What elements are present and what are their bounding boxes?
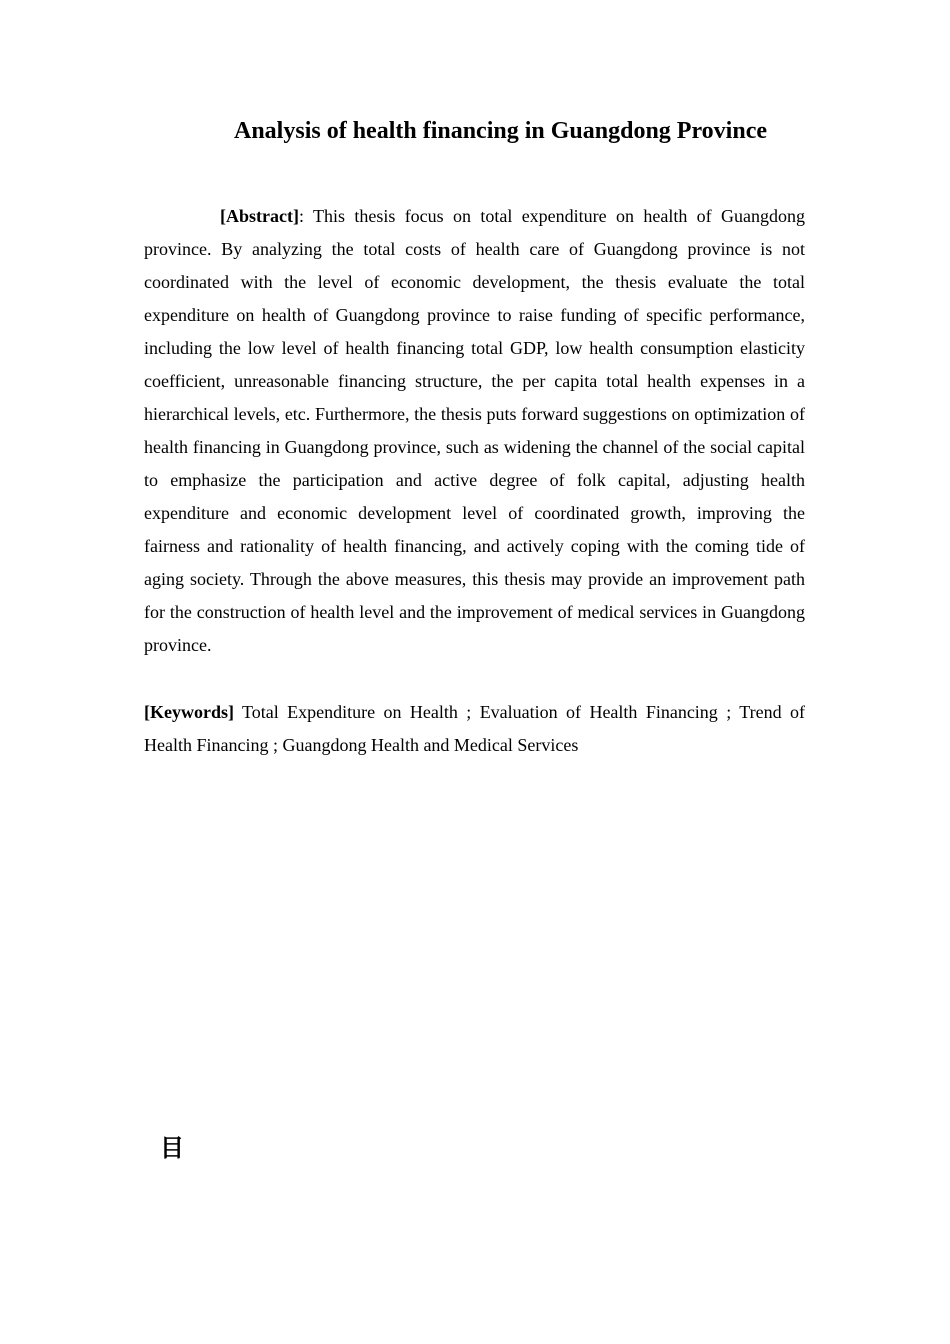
abstract-paragraph (144, 200, 805, 662)
keywords-label: [Keywords] (144, 702, 234, 722)
toc-heading: 目 (160, 1134, 184, 1162)
keywords-text: Total Expenditure on Health ; Evaluation of Health Financing ; Trend of Health Financing ; Guangdong Health and Medical Services (144, 702, 805, 755)
keywords-paragraph (144, 696, 805, 762)
abstract-text: : This thesis focus on total expenditure on health of Guangdong province. By analyzing the total costs of health care of Guangdong province is not coordinated with the level of economic development, the thesis evaluate the total expenditure on health of Guangdong province to raise funding of specific performance, including the low level of health financing total GDP, low health consumption elasticity coefficient, unreasonable financing structure, the per capita total health expenses in a hierarchical levels, etc. Furthermore, the thesis puts forward suggestions on optimization of health financing in Guangdong province, such as widening the channel of the social capital to emphasize the participation and active degree of folk capital, adjusting health expenditure and economic development level of coordinated growth, improving the fairness and rationality of health financing, and actively coping with the coming tide of aging society. Through the above measures, this thesis may provide an improvement path for the construction of health level and the improvement of medical services in Guangdong province. (144, 206, 805, 655)
abstract-label: [Abstract] (220, 206, 299, 226)
document-title: Analysis of health financing in Guangdong Province (234, 118, 767, 144)
